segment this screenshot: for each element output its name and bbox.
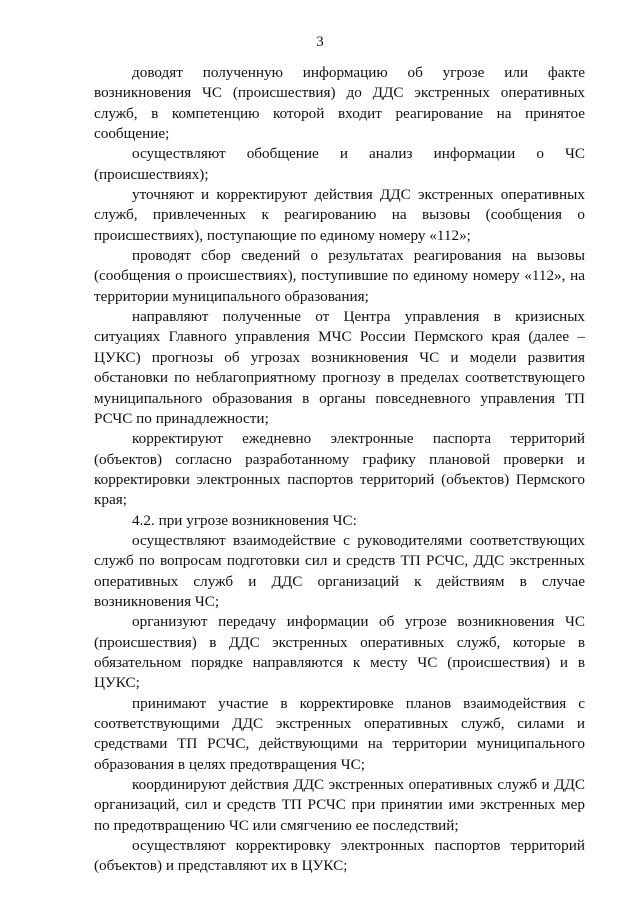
document-body <box>94 63 585 877</box>
paragraph: координируют действия ДДС экстренных оперативных служб и ДДС организаций, сил и средств ТП РСЧС при принятии ими экстренных мер по предотвращению ЧС или смягчению ее последствий; <box>94 776 585 834</box>
paragraph: организуют передачу информации об угрозе возникновения ЧС (происшествия) в ДДС экстренных оперативных служб, которые в обязательном порядке направляются к месту ЧС (происшествия) и в ЦУКС; <box>94 613 585 692</box>
paragraph: направляют полученные от Центра управления в кризисных ситуациях Главного управления МЧС России Пермского края (далее – ЦУКС) прогнозы об угрозах возникновения ЧС и модели развития обстановки по неблагоприятному прогнозу в пределах соответствующего муниципального образования в органы повседневного управления ТП РСЧС по принадлежности; <box>94 308 585 427</box>
paragraph: принимают участие в корректировке планов взаимодействия с соответствующими ДДС экстренных оперативных служб, силами и средствами ТП РСЧС, действующими на территории муниципального образования в целях предотвращения ЧС; <box>94 694 585 773</box>
section-heading: 4.2. при угрозе возникновения ЧС: <box>132 511 357 529</box>
paragraph: проводят сбор сведений о результатах реагирования на вызовы (сообщения о происшествиях), поступившие по единому номеру «112», на территории муниципального образования; <box>94 247 585 305</box>
paragraph: уточняют и корректируют действия ДДС экстренных оперативных служб, привлеченных к реагированию на вызовы (сообщения о происшествиях), поступающие по единому номеру «112»; <box>94 186 585 244</box>
paragraph: доводят полученную информацию об угрозе или факте возникновения ЧС (происшествия) до ДДС экстренных оперативных служб, в компетенцию которой входит реагирование на принятое сообщение; <box>94 64 585 143</box>
paragraph: осуществляют взаимодействие с руководителями соответствующих служб по вопросам подготовки сил и средств ТП РСЧС, ДДС экстренных оперативных служб и ДДС организаций к действиям в случае возникновения ЧС; <box>94 531 585 610</box>
page-number: 3 <box>316 34 324 50</box>
paragraph: осуществляют корректировку электронных паспортов территорий (объектов) и представляют их в ЦУКС; <box>94 837 585 875</box>
paragraph: осуществляют обобщение и анализ информации о ЧС (происшествиях); <box>94 145 585 183</box>
paragraph: корректируют ежедневно электронные паспорта территорий (объектов) согласно разработанному графику плановой проверки и корректировки электронных паспортов территорий (объектов) Пермского края; <box>94 430 585 509</box>
